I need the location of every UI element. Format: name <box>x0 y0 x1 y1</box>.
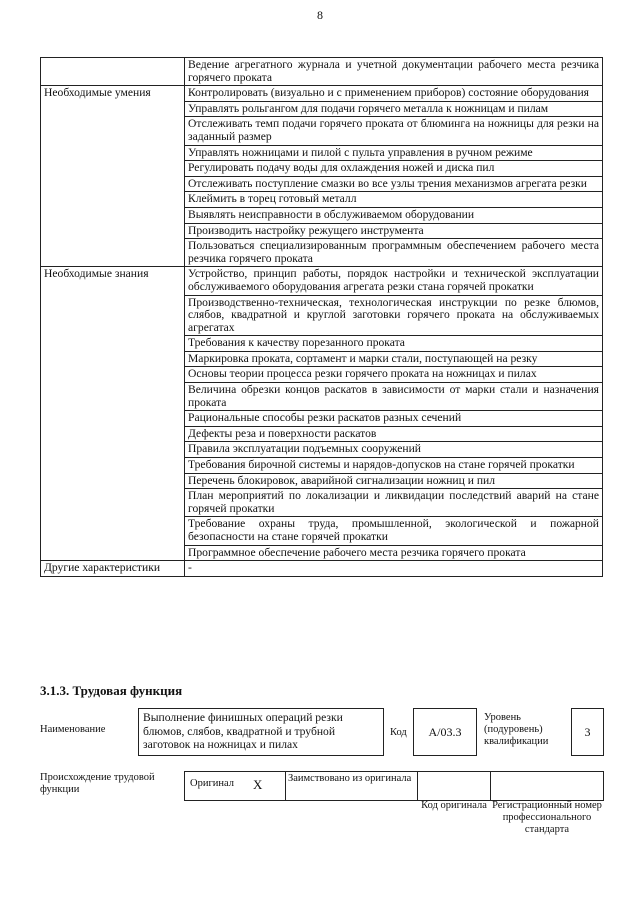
level-value: 3 <box>584 725 591 739</box>
row-item-text: Правила эксплуатации подъемных сооружений <box>185 442 603 458</box>
reg-number-label: Регистрационный номер профессионального стандарта <box>492 800 602 835</box>
row-item-text: Управлять рольгангом для подачи горячего металла к ножницам и пилам <box>185 101 603 117</box>
original-label: Оригинал <box>190 778 234 789</box>
row-item-text: Контролировать (визуально и с применением приборов) состояние оборудования <box>185 86 603 102</box>
row-item-text: Перечень блокировок, аварийной сигнализации ножниц и пил <box>185 473 603 489</box>
row-category-label <box>41 58 185 86</box>
table-row <box>41 267 603 295</box>
row-item-text: Дефекты реза и поверхности раскатов <box>185 426 603 442</box>
row-item-text: Величина обрезки концов раскатов в зависимости от марки стали и назначения проката <box>185 383 603 411</box>
competency-table <box>40 57 603 577</box>
row-item-text: Пользоваться специализированным программным обеспечением рабочего места резчика горячего проката <box>185 239 603 267</box>
row-item-text: Регулировать подачу воды для охлаждения ножей и диска пил <box>185 161 603 177</box>
row-item-text: Клеймить в торец готовый металл <box>185 192 603 208</box>
row-item-text: Требования к качеству порезанного проката <box>185 336 603 352</box>
row-item-text: Требование охраны труда, промышленной, экологической и пожарной безопасности на стане горячей прокатки <box>185 517 603 545</box>
row-item-text: Основы теории процесса резки горячего проката на ножницах и пилах <box>185 367 603 383</box>
borrowed-box <box>285 771 418 801</box>
row-item-text: Отслеживать темп подачи горячего проката от блюминга на ножницы для резки на заданный размер <box>185 117 603 145</box>
code-value-box <box>413 708 477 756</box>
original-box <box>184 771 286 801</box>
row-item-text: Рациональные способы резки раскатов разных сечений <box>185 411 603 427</box>
row-item-text: Производить настройку режущего инструмента <box>185 223 603 239</box>
row-item-text: Управлять ножницами и пилой с пульта управления в ручном режиме <box>185 145 603 161</box>
row-item-text: План мероприятий по локализации и ликвидации последствий аварий на стане горячей прокатки <box>185 489 603 517</box>
row-item-text: Производственно-техническая, технологическая инструкции по резке блюмов, слябов, квадратной и круглой заготовки горячего проката на обслуживаемых агрегатах <box>185 295 603 336</box>
row-item-text: Устройство, принцип работы, порядок настройки и технической эксплуатации обслуживаемого оборудования агрегата резки стана горячей прокатки <box>185 267 603 295</box>
table-row <box>41 58 603 86</box>
code-value: А/03.3 <box>428 725 462 739</box>
name-value: Выполнение финишных операций резки блюмов, слябов, квадратной и трубной заготовок на ножницах и пилах <box>143 711 343 751</box>
section-heading: 3.1.3. Трудовая функция <box>40 683 183 698</box>
page-number: 8 <box>317 8 323 22</box>
row-item-text: - <box>185 561 603 577</box>
level-label: Уровень (подуровень) квалификации <box>484 712 549 747</box>
row-item-text: Маркировка проката, сортамент и марки стали, поступающей на резку <box>185 351 603 367</box>
row-item-text: Требования бирочной системы и нарядов-допусков на стане горячей прокатки <box>185 458 603 474</box>
table-row <box>41 561 603 577</box>
level-value-box <box>571 708 604 756</box>
name-label: Наименование <box>40 724 106 735</box>
origin-label: Происхождение трудовой функции <box>40 772 155 795</box>
name-value-box <box>138 708 384 756</box>
row-category-label: Другие характеристики <box>41 561 185 577</box>
row-item-text: Программное обеспечение рабочего места резчика горячего проката <box>185 545 603 561</box>
row-category-label: Необходимые знания <box>41 267 185 561</box>
row-item-text: Выявлять неисправности в обслуживаемом оборудовании <box>185 207 603 223</box>
code-label: Код <box>390 727 407 738</box>
row-item-text: Отслеживать поступление смазки во все узлы трения механизмов агрегата резки <box>185 176 603 192</box>
reg-number-box <box>491 771 604 801</box>
row-category-label: Необходимые умения <box>41 86 185 267</box>
original-mark: X <box>253 777 263 792</box>
row-item-text: Ведение агрегатного журнала и учетной документации рабочего места резчика горячего проката <box>185 58 603 86</box>
code-original-label: Код оригинала <box>421 800 487 811</box>
code-original-box <box>418 771 491 801</box>
borrowed-label: Заимствовано из оригинала <box>288 773 412 784</box>
table-row <box>41 86 603 102</box>
